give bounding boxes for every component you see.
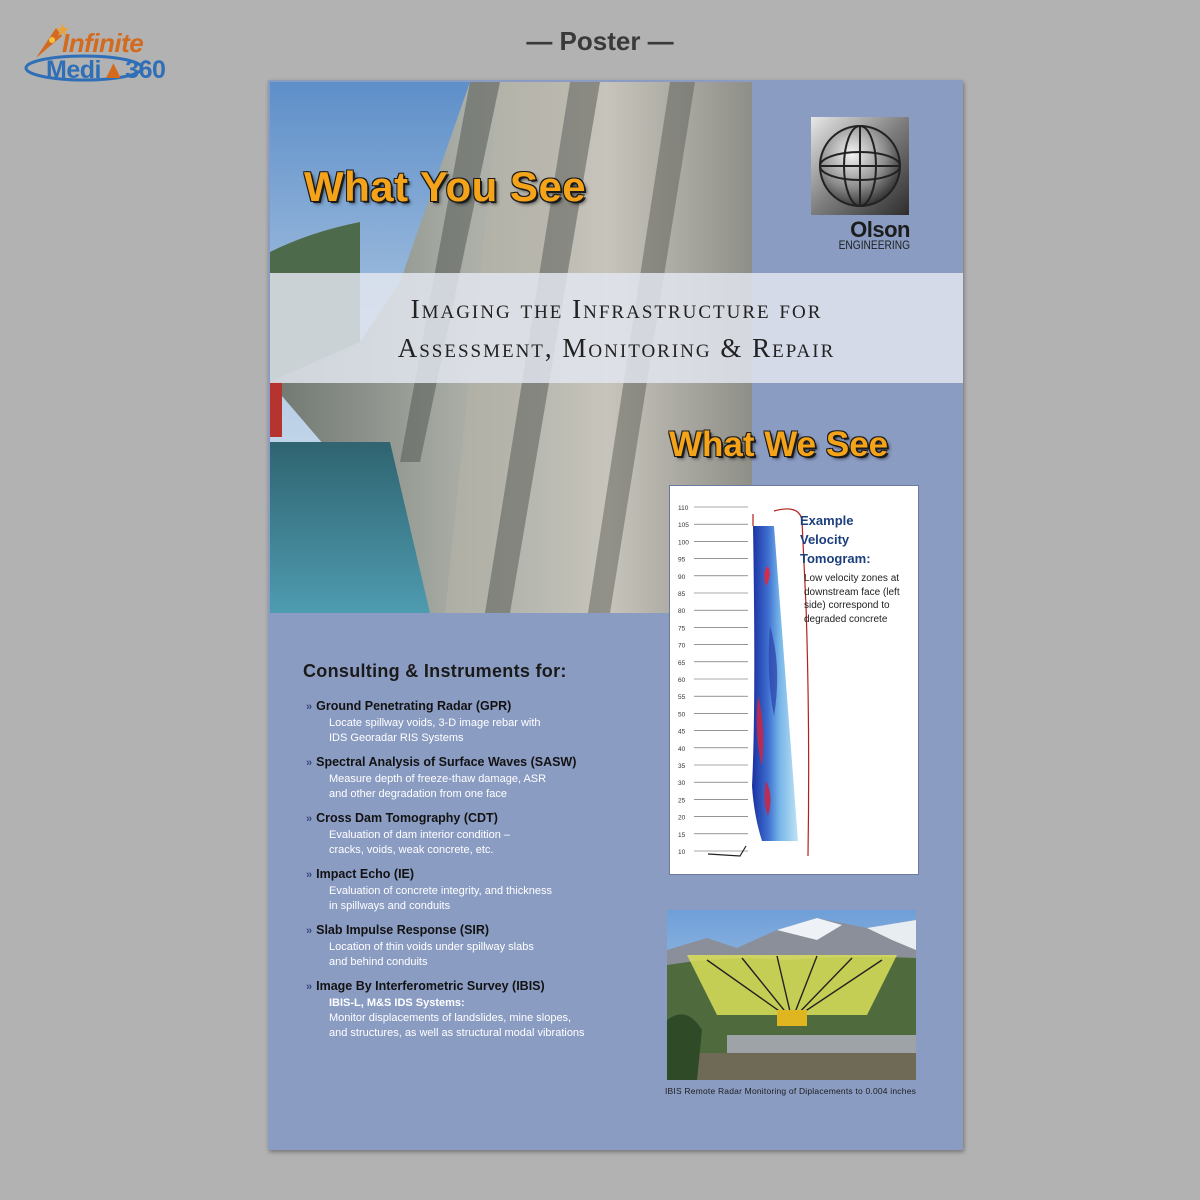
service-item-ie — [306, 865, 636, 914]
tomogram-axis-label: 60 — [678, 677, 686, 684]
service-desc: Measure depth of freeze-thaw damage, ASR and other degradation from one face — [329, 773, 547, 800]
bullet-icon: » — [306, 869, 313, 881]
tomogram-axis-label: 70 — [678, 642, 686, 650]
service-title: Ground Penetrating Radar (GPR) — [316, 699, 512, 713]
tomogram-axis-label: 45 — [678, 728, 686, 736]
service-desc: Evaluation of concrete integrity, and thickness in spillways and conduits — [329, 885, 552, 912]
service-desc-bold: IBIS-L, M&S IDS Systems: — [329, 997, 465, 1009]
velocity-tomogram-panel — [669, 485, 919, 875]
tomogram-axis-label: 55 — [678, 694, 686, 702]
logo-word-media: Medi▲360 — [46, 56, 166, 84]
tomogram-axis-label: 80 — [678, 608, 686, 616]
poster — [268, 80, 963, 1150]
tomogram-axis-label: 30 — [678, 780, 686, 788]
service-item-sir — [306, 921, 636, 970]
title-what-you-see: What You See — [304, 163, 587, 210]
tomogram-axis-label: 40 — [678, 745, 686, 753]
logo-word-infinite: Infinite — [62, 28, 144, 58]
service-desc: Locate spillway voids, 3-D image rebar with IDS Georadar RIS Systems — [329, 717, 541, 744]
tomogram-image — [670, 486, 918, 874]
ibis-caption: IBIS Remote Radar Monitoring of Diplacements to 0.004 inches — [665, 1086, 917, 1096]
ibis-radar-photo — [667, 910, 916, 1080]
tomogram-title: Example Velocity Tomogram: — [800, 513, 871, 566]
tomogram-axis — [678, 505, 748, 856]
tomogram-axis-label: 110 — [678, 505, 689, 512]
tomogram-axis-label: 25 — [678, 797, 686, 805]
title-what-we-see: What We See — [669, 425, 889, 464]
tomogram-axis-label: 35 — [678, 763, 686, 770]
tomogram-axis-label: 15 — [678, 831, 686, 839]
olson-globe-logo — [811, 117, 909, 215]
tomogram-axis-label: 105 — [678, 522, 689, 530]
tomogram-axis-label: 10 — [678, 849, 686, 856]
service-title: Slab Impulse Response (SIR) — [316, 923, 490, 937]
tomogram-axis-label: 65 — [678, 659, 686, 667]
tomogram-note: Low velocity zones at downstream face (left side) correspond to degraded concrete — [804, 573, 900, 625]
service-item-cdt — [306, 809, 636, 858]
tomogram-axis-label: 100 — [678, 539, 689, 547]
service-title: Impact Echo (IE) — [316, 867, 415, 881]
service-title: Cross Dam Tomography (CDT) — [316, 811, 498, 825]
service-desc: Evaluation of dam interior condition – cracks, voids, weak concrete, etc. — [329, 829, 510, 856]
service-desc: Location of thin voids under spillway slabs and behind conduits — [329, 941, 534, 968]
service-title: Spectral Analysis of Surface Waves (SASW) — [316, 755, 577, 769]
tomogram-axis-label: 20 — [678, 814, 686, 822]
service-item-ibis — [306, 977, 636, 1041]
company-subname: ENGINEERING — [838, 238, 910, 252]
page-header: — Poster — — [526, 26, 674, 56]
tomogram-axis-label: 85 — [678, 591, 686, 598]
service-item-sasw — [306, 753, 636, 802]
company-name: Olson — [850, 217, 910, 242]
service-title: Image By Interferometric Survey (IBIS) — [316, 979, 545, 993]
bullet-icon: » — [306, 925, 313, 937]
tomogram-axis-label: 75 — [678, 625, 686, 633]
service-item-gpr — [306, 697, 636, 746]
banner-line-1: Imaging the Infrastructure for — [410, 294, 823, 324]
service-desc: Monitor displacements of landslides, mine slopes, and structures, as well as structural modal vibrations — [329, 1012, 585, 1039]
tomogram-axis-label: 90 — [678, 573, 686, 581]
bullet-icon: » — [306, 701, 313, 713]
tomogram-axis-label: 50 — [678, 711, 686, 719]
services-list — [306, 697, 636, 1048]
bullet-icon: » — [306, 981, 313, 993]
bullet-icon: » — [306, 757, 313, 769]
bullet-icon: » — [306, 813, 313, 825]
banner-line-2: Assessment, Monitoring & Repair — [397, 333, 836, 363]
subtitle-banner — [270, 273, 963, 383]
tomogram-axis-label: 95 — [678, 556, 686, 564]
services-heading: Consulting & Instruments for: — [303, 661, 567, 681]
